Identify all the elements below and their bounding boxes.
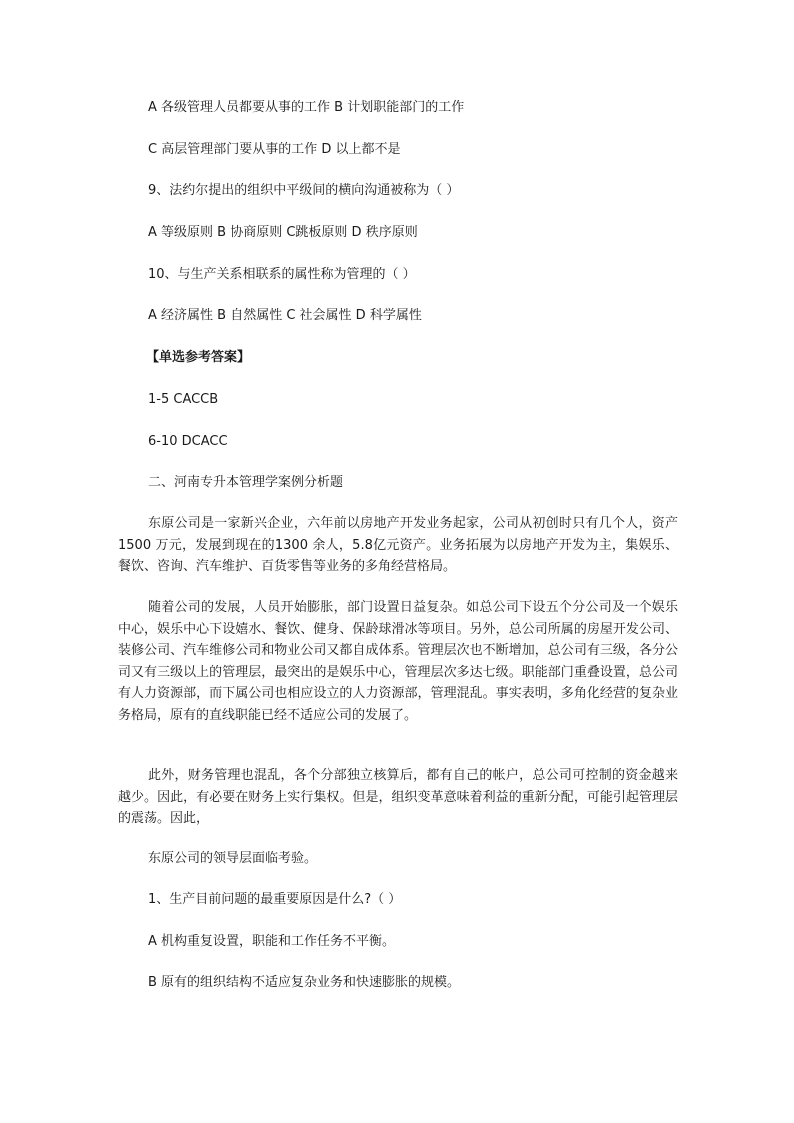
answer-heading: 【单选参考答案】 bbox=[146, 350, 251, 365]
case-paragraph-3: 此外，财务管理也混乱，各个分部独立核算后，都有自己的帐户，总公司可控制的资金越来越少。因此，有必要在财务上实行集权。但是，组织变革意味着利益的重新分配，可能引起管理层的震荡。因此， bbox=[118, 768, 678, 826]
case-question-1-option-b: B 原有的组织结构不适应复杂业务和快速膨胀的规模。 bbox=[148, 975, 461, 990]
question-9-options: A 等级原则 B 协商原则 C跳板原则 D 秩序原则 bbox=[148, 225, 418, 240]
answer-line-2: 6-10 DCACC bbox=[148, 434, 228, 449]
question-10: 10、与生产关系相联系的属性称为管理的（ ） bbox=[148, 267, 416, 282]
question-8-options-cd: C 高层管理部门要从事的工作 D 以上都不是 bbox=[148, 142, 401, 157]
case-question-1-option-a: A 机构重复设置，职能和工作任务不平衡。 bbox=[148, 934, 396, 949]
section-title: 二、河南专升本管理学案例分析题 bbox=[148, 475, 344, 490]
case-paragraph-2: 随着公司的发展，人员开始膨胀，部门设置日益复杂。如总公司下设五个分公司及一个娱乐中心，娱乐中心下设嬉水、餐饮、健身、保龄球滑冰等项目。另外，总公司所属的房屋开发公司、装修公司、汽车维修公司和物业公司又都自成体系。管理层次也不断增加，总公司有三级，各分公司又有三级以上的管理层，最突出的是娱乐中心，管理层次多达七级。职能部门重叠设置，总公司有人力资源部，而下属公司也相应设立的人力资源部，管理混乱。事实表明，多角化经营的复杂业务格局，原有的直线职能已经不适应公司的发展了。 bbox=[118, 600, 678, 723]
closing-line: 东原公司的领导层面临考验。 bbox=[148, 851, 318, 866]
question-9: 9、法约尔提出的组织中平级间的横向沟通被称为（ ） bbox=[148, 183, 460, 198]
case-paragraph-1: 东原公司是一家新兴企业，六年前以房地产开发业务起家，公司从初创时只有几个人，资产 1500 万元，发展到现在的1300 余人，5.8亿元资产。业务拓展为以房地产开发为主，集娱乐、餐饮、咨询、汽车维护、百货零售等业务的多角经营格局。 bbox=[118, 516, 678, 574]
question-8-options-ab: A 各级管理人员都要从事的工作 B 计划职能部门的工作 bbox=[148, 100, 465, 115]
answer-line-1: 1-5 CACCB bbox=[148, 392, 219, 407]
question-10-options: A 经济属性 B 自然属性 C 社会属性 D 科学属性 bbox=[148, 308, 422, 323]
case-question-1: 1、生产目前问题的最重要原因是什么?（ ） bbox=[148, 892, 402, 907]
